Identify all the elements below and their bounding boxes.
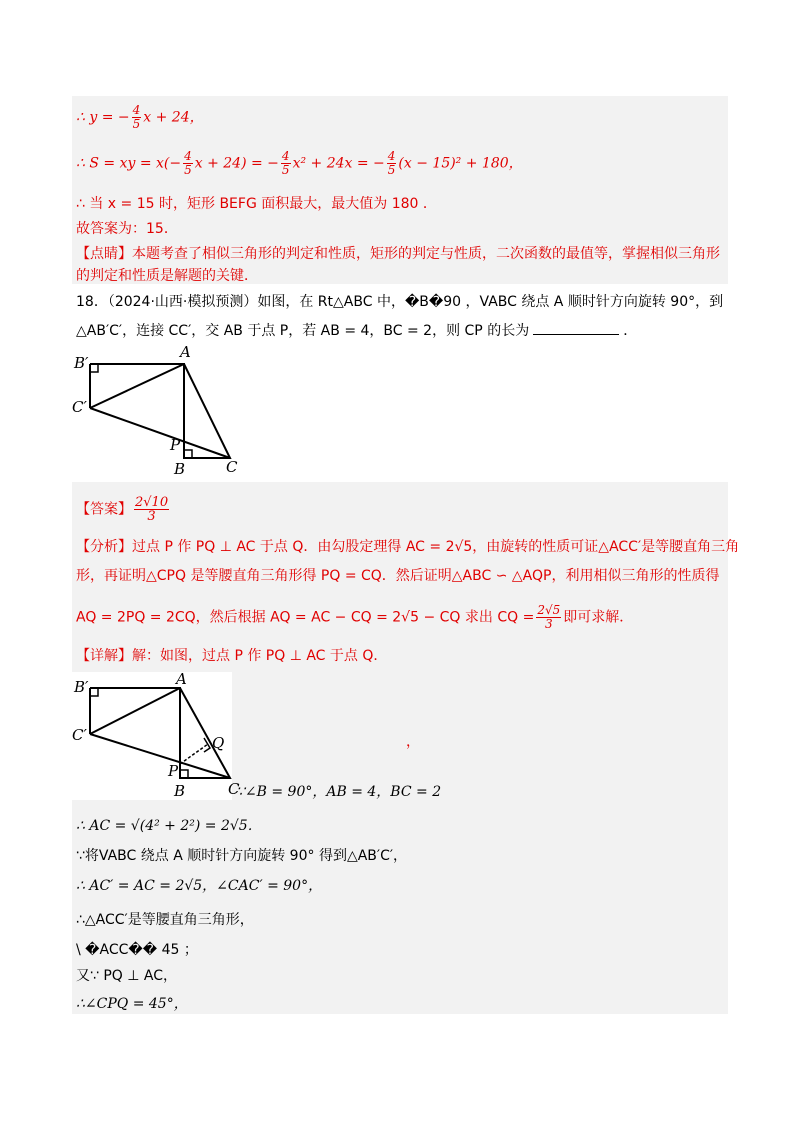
solution-line-2: ∴ S = xy = x(− $\frac{4}{5}$ x + 24) = − $\frac{4}{5}$ x² + 24x = − $\frac{4}{5}$ (x − 15)² + 180， <box>76 149 523 177</box>
label-a-2: A <box>176 672 187 688</box>
label-c-2: C <box>228 780 240 798</box>
note-line-1: 【点睛】本题考查了相似三角形的判定和性质，矩形的判定与性质，二次函数的最值等，掌握相似三角形 <box>76 246 720 262</box>
detail-line-1: 【详解】解：如图，过点 P 作 PQ ⊥ AC 于点 Q． <box>76 648 388 664</box>
label-q: Q <box>212 734 225 752</box>
label-c-prime: C′ <box>72 398 87 416</box>
detail-step-2: ∵将VABC 绕点 A 顺时针方向旋转 90° 得到△AB′C′， <box>76 848 408 864</box>
label-p-2: P <box>168 762 179 780</box>
label-c: C <box>226 458 238 476</box>
problem-line-1: 18．（2024·山西·模拟预测）如图，在 Rt△ABC 中，�B�90 ，VABC 绕点 A 顺时针方向旋转 90°，到 <box>76 294 724 310</box>
note-line-2: 的判定和性质是解题的关键． <box>76 268 258 284</box>
solution-line-3: ∴ 当 x = 15 时，矩形 BEFG 面积最大，最大值为 180 ． <box>76 196 437 212</box>
label-b-prime: B′ <box>74 354 89 372</box>
detail-step-4: ∴△ACC′是等腰直角三角形， <box>76 912 254 928</box>
detail-step-3: ∴ AC′ = AC = 2√5，∠CAC′ = 90°， <box>76 878 323 894</box>
label-b-2: B <box>174 782 186 800</box>
detail-figure <box>70 672 260 802</box>
label-a: A <box>180 343 191 361</box>
analysis-line-1: 【分析】过点 P 作 PQ ⊥ AC 于点 Q．由勾股定理得 AC = 2√5，由旋转的性质可证△ACC′是等腰直角三角 <box>76 539 740 555</box>
detail-step-5: \ �ACC�� 45 ； <box>76 942 198 958</box>
problem-line-2: △AB′C′，连接 CC′，交 AB 于点 P，若 AB = 4，BC = 2，则 CP 的长为 ． <box>76 320 637 341</box>
solution-line-1: ∴ y = − $\frac{4}{5}$ x + 24， <box>76 103 204 131</box>
answer-line: 【答案】 $\frac{2√10}{3}$ <box>76 495 169 524</box>
stray-comma: ， <box>406 734 420 750</box>
label-b: B <box>174 460 186 478</box>
detail-step-7: ∴∠CPQ = 45°， <box>76 996 188 1012</box>
label-p: P <box>170 436 181 454</box>
answer-blank <box>533 320 619 335</box>
detail-step-6: 又∵ PQ ⊥ AC， <box>76 968 178 984</box>
analysis-line-2: 形，再证明△CPQ 是等腰直角三角形得 PQ = CQ．然后证明△ABC ∽ △AQP，利用相似三角形的性质得 <box>76 568 720 584</box>
given-line: ∵∠B = 90°，AB = 4，BC = 2 <box>236 784 442 800</box>
label-c-prime-2: C′ <box>72 726 87 744</box>
label-b-prime-2: B′ <box>74 678 89 696</box>
analysis-line-3: AQ = 2PQ = 2CQ，然后根据 AQ = AC − CQ = 2√5 − CQ 求出 CQ = $\frac{2√5}{3}$ 即可求解． <box>76 603 634 631</box>
solution-line-4: 故答案为：15． <box>76 221 178 237</box>
detail-step-1: ∴ AC = √(4² + 2²) = 2√5． <box>76 818 262 834</box>
problem-figure <box>70 340 260 478</box>
